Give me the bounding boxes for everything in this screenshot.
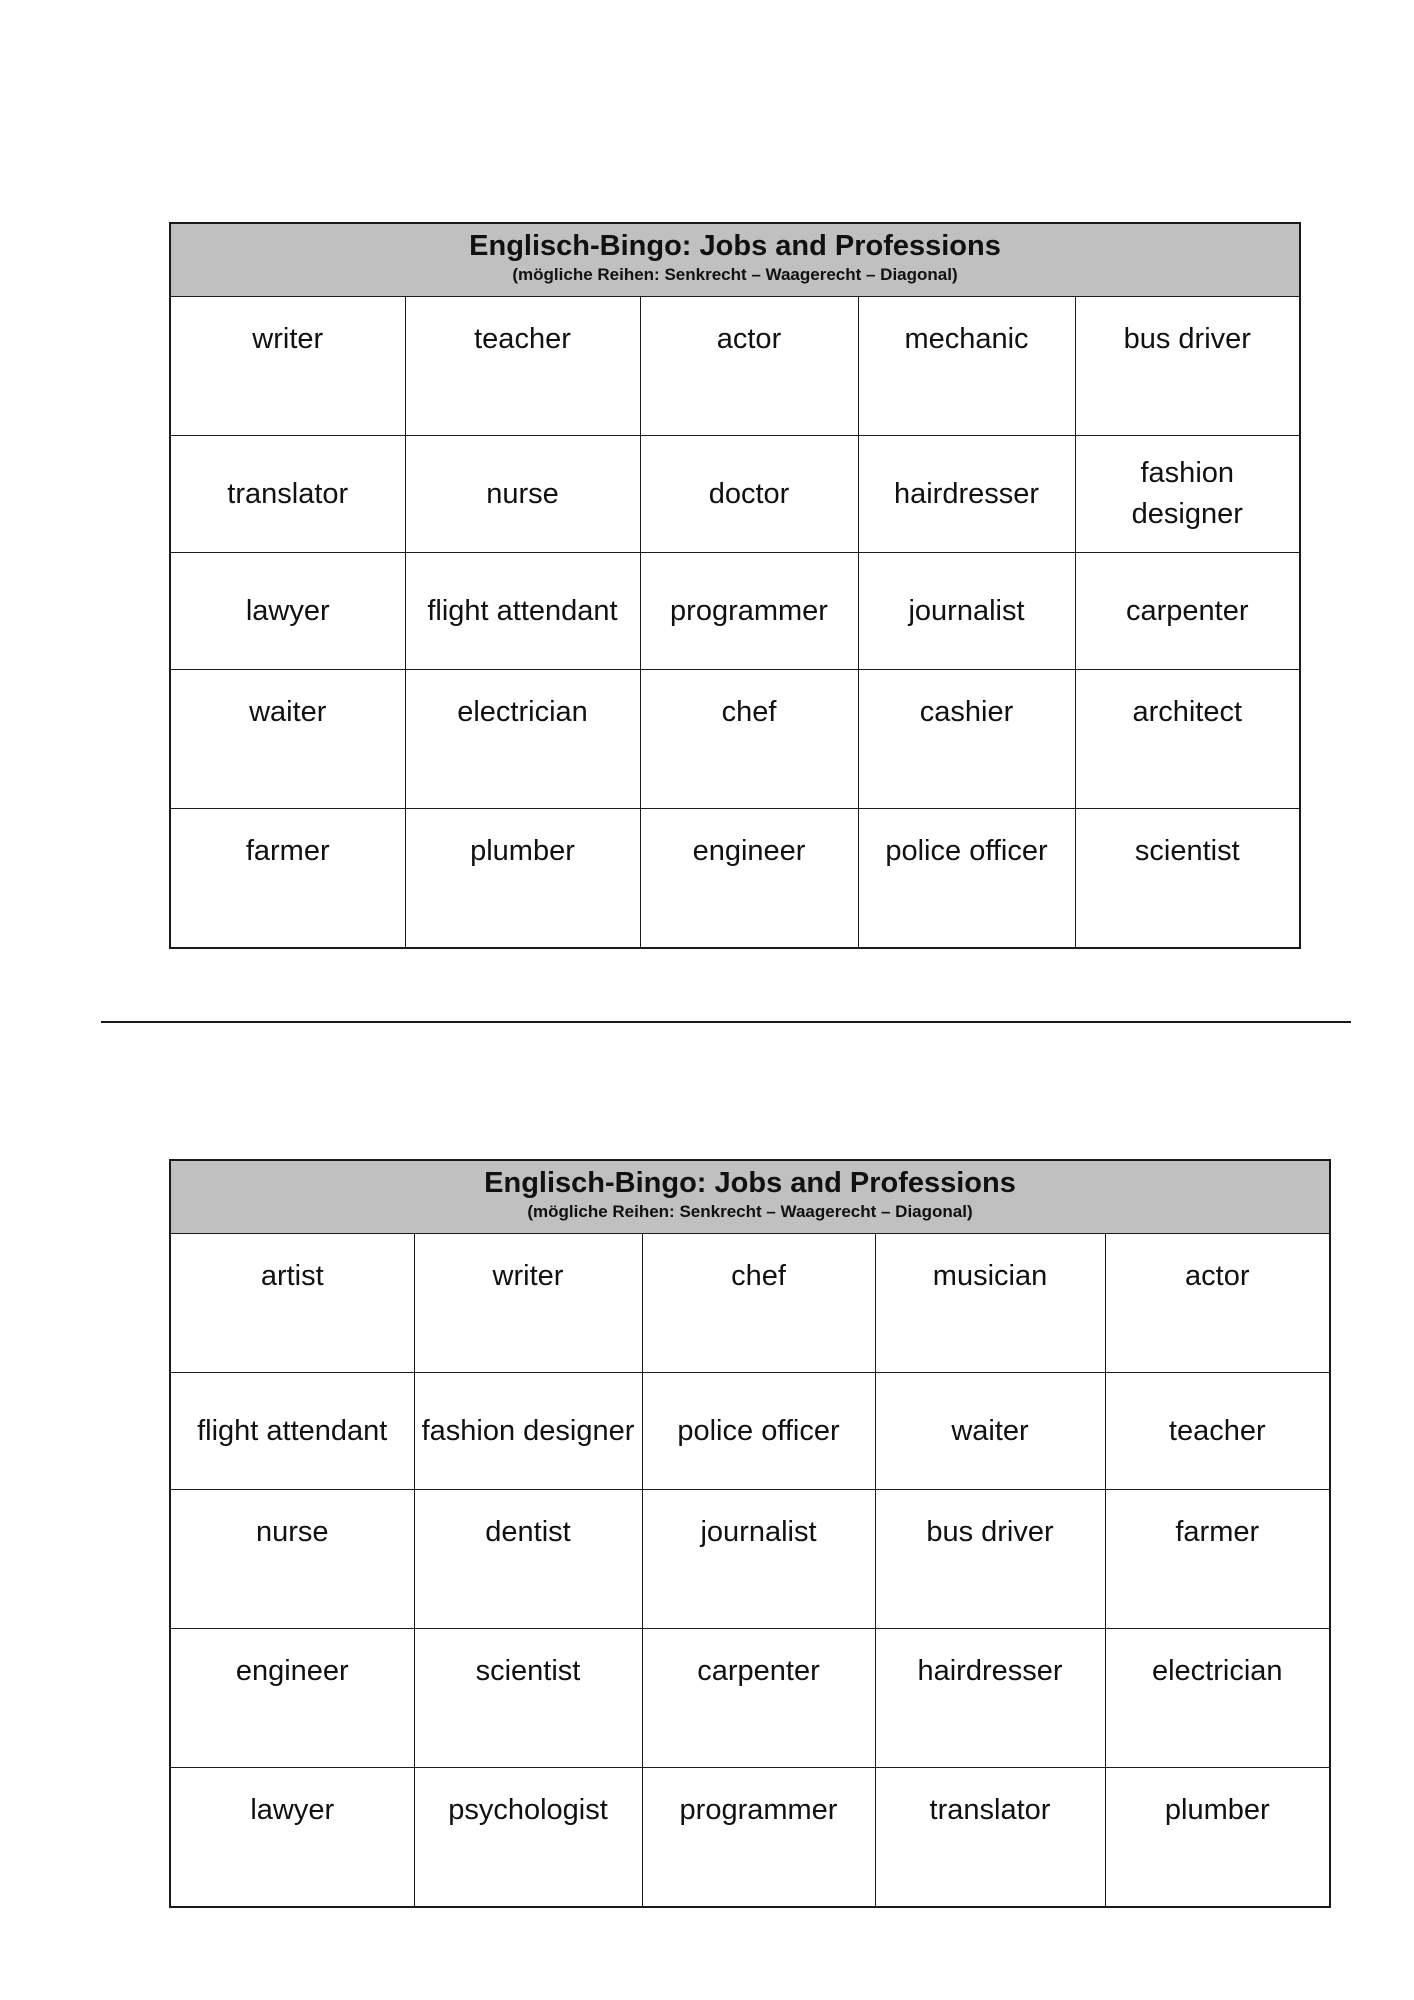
bingo-cell: scientist (1075, 809, 1300, 949)
bingo-cell: cashier (858, 670, 1075, 809)
bingo-cell: nurse (170, 1490, 414, 1629)
bingo-row (170, 1768, 1330, 1908)
bingo-cell: engineer (640, 809, 858, 949)
bingo-cell: artist (170, 1234, 414, 1373)
bingo-cell: lawyer (170, 553, 405, 670)
bingo-row (170, 1234, 1330, 1373)
bingo-row (170, 1629, 1330, 1768)
bingo-cell: journalist (642, 1490, 875, 1629)
bingo-card-2 (169, 1159, 1331, 1908)
bingo-cell: translator (875, 1768, 1105, 1908)
bingo-cell: psychologist (414, 1768, 642, 1908)
card-title: Englisch-Bingo: Jobs and Professions (469, 230, 1001, 262)
card-subtitle: (mögliche Reihen: Senkrecht – Waagerecht – Diagonal) (512, 265, 958, 284)
bingo-card-1 (169, 222, 1301, 949)
bingo-row (170, 1490, 1330, 1629)
bingo-cell: chef (640, 670, 858, 809)
bingo-cell: electrician (405, 670, 640, 809)
bingo-cell: flight attendant (170, 1373, 414, 1490)
bingo-cell: farmer (1105, 1490, 1330, 1629)
bingo-cell: fashion designer (414, 1373, 642, 1490)
bingo-cell: teacher (1105, 1373, 1330, 1490)
bingo-cell: waiter (875, 1373, 1105, 1490)
bingo-cell: chef (642, 1234, 875, 1373)
bingo-cell: actor (640, 297, 858, 436)
bingo-cell: doctor (640, 436, 858, 553)
bingo-row (170, 1373, 1330, 1490)
bingo-cell: programmer (640, 553, 858, 670)
bingo-row (170, 436, 1300, 553)
bingo-cell: programmer (642, 1768, 875, 1908)
card-subtitle: (mögliche Reihen: Senkrecht – Waagerecht – Diagonal) (527, 1202, 973, 1221)
bingo-row (170, 670, 1300, 809)
bingo-cell: mechanic (858, 297, 1075, 436)
bingo-cell: writer (414, 1234, 642, 1373)
cut-line-separator (101, 1021, 1351, 1023)
bingo-cell: electrician (1105, 1629, 1330, 1768)
bingo-cell: police officer (858, 809, 1075, 949)
card-header (170, 223, 1300, 297)
card-header (170, 1160, 1330, 1234)
bingo-cell: flight attendant (405, 553, 640, 670)
bingo-cell: bus driver (1075, 297, 1300, 436)
bingo-cell: engineer (170, 1629, 414, 1768)
bingo-cell: lawyer (170, 1768, 414, 1908)
bingo-cell: fashion designer (1075, 436, 1300, 553)
bingo-cell: carpenter (1075, 553, 1300, 670)
bingo-cell: musician (875, 1234, 1105, 1373)
bingo-cell: writer (170, 297, 405, 436)
card-title: Englisch-Bingo: Jobs and Professions (484, 1167, 1016, 1199)
bingo-cell: translator (170, 436, 405, 553)
bingo-cell: nurse (405, 436, 640, 553)
bingo-row (170, 553, 1300, 670)
bingo-cell: scientist (414, 1629, 642, 1768)
bingo-cell: farmer (170, 809, 405, 949)
bingo-cell: journalist (858, 553, 1075, 670)
bingo-row (170, 809, 1300, 949)
bingo-cell: carpenter (642, 1629, 875, 1768)
bingo-cell: hairdresser (858, 436, 1075, 553)
bingo-cell: architect (1075, 670, 1300, 809)
bingo-cell: hairdresser (875, 1629, 1105, 1768)
bingo-cell: actor (1105, 1234, 1330, 1373)
bingo-row (170, 297, 1300, 436)
bingo-cell: plumber (1105, 1768, 1330, 1908)
bingo-cell: teacher (405, 297, 640, 436)
bingo-cell: police officer (642, 1373, 875, 1490)
bingo-cell: dentist (414, 1490, 642, 1629)
bingo-cell: plumber (405, 809, 640, 949)
bingo-cell: waiter (170, 670, 405, 809)
bingo-cell: bus driver (875, 1490, 1105, 1629)
